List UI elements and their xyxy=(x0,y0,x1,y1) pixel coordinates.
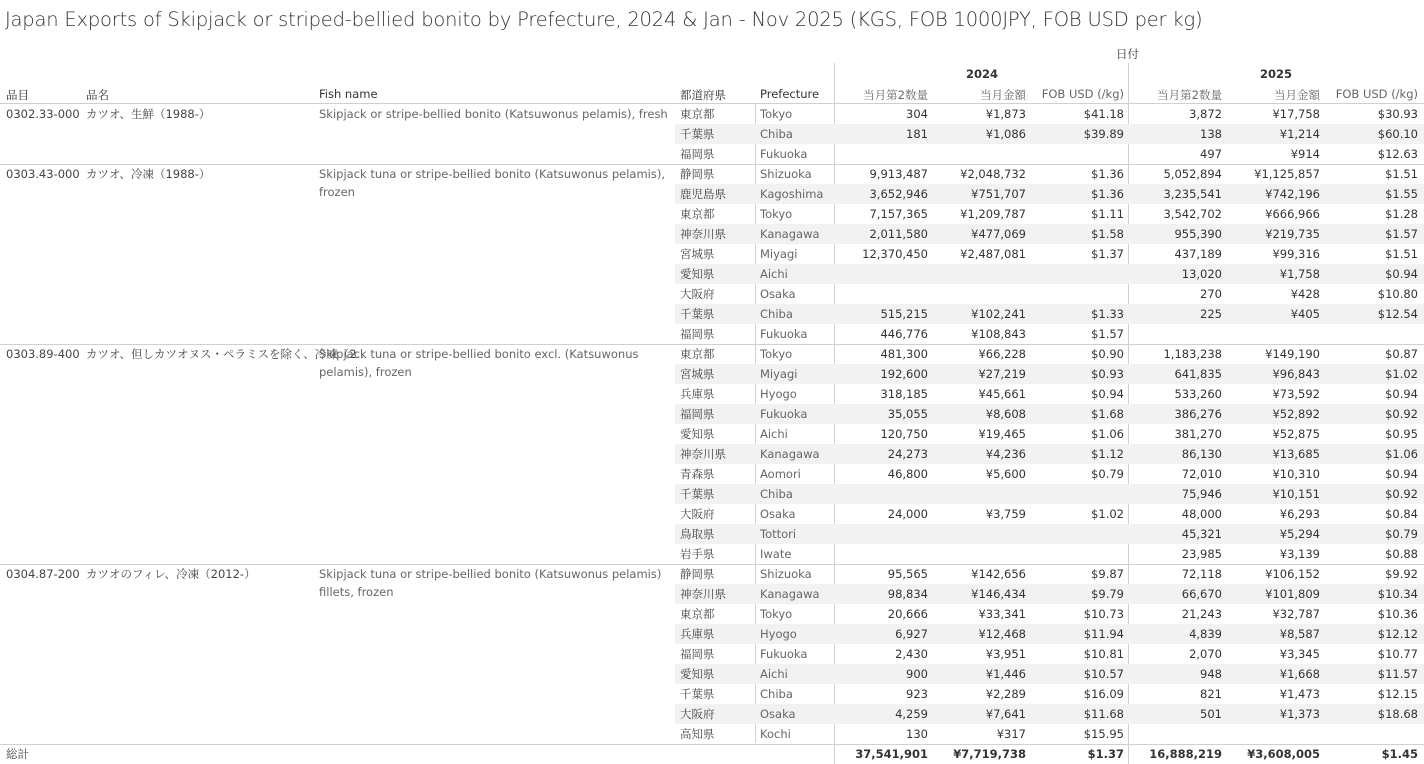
value-a25[interactable] xyxy=(1228,724,1320,744)
col-header-item[interactable]: 品目 xyxy=(6,88,29,102)
value-f24[interactable] xyxy=(1030,264,1124,284)
value-f24[interactable]: $9.79 xyxy=(1091,587,1124,601)
value-a24[interactable] xyxy=(934,524,1026,544)
value-q24[interactable]: 4,259 xyxy=(895,707,928,721)
value-a25[interactable]: ¥52,892 xyxy=(1272,407,1320,421)
prefecture-en[interactable]: Aomori xyxy=(760,467,801,481)
fish-name[interactable]: Skipjack tuna or stripe-bellied bonito (Katsuwonus pelamis) fillets, frozen xyxy=(319,567,662,599)
value-q25[interactable]: 3,235,541 xyxy=(1163,187,1222,201)
prefecture-en[interactable]: Osaka xyxy=(760,507,796,521)
prefecture-jp[interactable]: 兵庫県 xyxy=(680,627,715,641)
prefecture-jp[interactable]: 神奈川県 xyxy=(680,227,726,241)
value-a24[interactable]: ¥146,434 xyxy=(971,587,1026,601)
prefecture-jp[interactable]: 大阪府 xyxy=(680,507,715,521)
value-f24[interactable] xyxy=(1030,484,1124,504)
value-a24[interactable] xyxy=(934,484,1026,504)
value-f25[interactable]: $0.92 xyxy=(1385,407,1418,421)
prefecture-jp[interactable]: 東京都 xyxy=(680,207,715,221)
value-f25[interactable]: $11.57 xyxy=(1377,667,1418,681)
value-a25[interactable]: ¥1,473 xyxy=(1279,687,1320,701)
value-a24[interactable]: ¥3,951 xyxy=(985,647,1026,661)
value-q24[interactable]: 2,430 xyxy=(895,647,928,661)
value-q25[interactable]: 533,260 xyxy=(1174,387,1222,401)
value-f25[interactable]: $0.94 xyxy=(1385,267,1418,281)
prefecture-en[interactable]: Miyagi xyxy=(760,367,798,381)
col-header-fob-2025[interactable]: FOB USD (/kg) xyxy=(1335,87,1418,101)
value-a25[interactable]: ¥10,310 xyxy=(1272,467,1320,481)
value-a24[interactable]: ¥5,600 xyxy=(985,467,1026,481)
total-a24[interactable]: ¥7,719,738 xyxy=(953,747,1026,761)
value-q25[interactable]: 66,670 xyxy=(1181,587,1222,601)
prefecture-en[interactable]: Kagoshima xyxy=(760,187,824,201)
value-a24[interactable]: ¥1,873 xyxy=(985,107,1026,121)
value-f25[interactable]: $0.94 xyxy=(1385,387,1418,401)
value-a25[interactable]: ¥742,196 xyxy=(1265,187,1320,201)
value-a25[interactable] xyxy=(1228,324,1320,344)
value-q25[interactable]: 4,839 xyxy=(1189,627,1222,641)
prefecture-jp[interactable]: 福岡県 xyxy=(680,147,715,161)
value-f25[interactable]: $1.28 xyxy=(1385,207,1418,221)
value-a25[interactable]: ¥1,758 xyxy=(1279,267,1320,281)
value-a25[interactable]: ¥52,875 xyxy=(1272,427,1320,441)
value-a24[interactable]: ¥27,219 xyxy=(978,367,1026,381)
value-f25[interactable]: $60.10 xyxy=(1377,127,1418,141)
value-q24[interactable]: 181 xyxy=(906,127,928,141)
value-a25[interactable]: ¥1,125,857 xyxy=(1254,167,1320,181)
value-f24[interactable]: $10.73 xyxy=(1083,607,1124,621)
item-name-jp[interactable]: カツオ、生鮮（1988-） xyxy=(86,107,211,121)
prefecture-jp[interactable]: 福岡県 xyxy=(680,407,715,421)
prefecture-en[interactable]: Shizuoka xyxy=(760,167,812,181)
value-q24[interactable] xyxy=(836,284,928,304)
prefecture-en[interactable]: Tokyo xyxy=(760,607,793,621)
value-a24[interactable]: ¥45,661 xyxy=(978,387,1026,401)
value-a25[interactable]: ¥73,592 xyxy=(1272,387,1320,401)
value-f24[interactable]: $1.11 xyxy=(1091,207,1124,221)
value-f24[interactable]: $0.93 xyxy=(1091,367,1124,381)
value-a24[interactable]: ¥8,608 xyxy=(985,407,1026,421)
value-a24[interactable]: ¥19,465 xyxy=(978,427,1026,441)
value-f24[interactable]: $10.81 xyxy=(1083,647,1124,661)
item-name-jp[interactable]: カツオのフィレ、冷凍（2012-） xyxy=(86,567,256,581)
prefecture-jp[interactable]: 愛知県 xyxy=(680,667,715,681)
value-q24[interactable]: 7,157,365 xyxy=(869,207,928,221)
value-f25[interactable]: $1.55 xyxy=(1385,187,1418,201)
prefecture-jp[interactable]: 静岡県 xyxy=(680,167,715,181)
value-a25[interactable]: ¥6,293 xyxy=(1279,507,1320,521)
value-q25[interactable]: 948 xyxy=(1200,667,1222,681)
prefecture-en[interactable]: Chiba xyxy=(760,487,793,501)
value-f25[interactable]: $30.93 xyxy=(1377,107,1418,121)
prefecture-en[interactable]: Hyogo xyxy=(760,387,797,401)
value-f24[interactable]: $1.68 xyxy=(1091,407,1124,421)
value-f24[interactable]: $0.94 xyxy=(1091,387,1124,401)
value-q25[interactable]: 21,243 xyxy=(1181,607,1222,621)
prefecture-jp[interactable]: 高知県 xyxy=(680,727,715,741)
value-f25[interactable]: $1.57 xyxy=(1385,227,1418,241)
value-q25[interactable]: 2,070 xyxy=(1189,647,1222,661)
value-a25[interactable]: ¥96,843 xyxy=(1272,367,1320,381)
prefecture-en[interactable]: Kochi xyxy=(760,727,791,741)
total-a25[interactable]: ¥3,608,005 xyxy=(1247,747,1320,761)
prefecture-en[interactable]: Iwate xyxy=(760,547,792,561)
value-f25[interactable] xyxy=(1324,724,1418,744)
value-a24[interactable]: ¥3,759 xyxy=(985,507,1026,521)
prefecture-jp[interactable]: 東京都 xyxy=(680,607,715,621)
value-f24[interactable]: $0.90 xyxy=(1091,347,1124,361)
col-header-pref-jp[interactable]: 都道府県 xyxy=(680,88,726,102)
total-f25[interactable]: $1.45 xyxy=(1381,747,1418,761)
prefecture-jp[interactable]: 大阪府 xyxy=(680,707,715,721)
value-a24[interactable]: ¥477,069 xyxy=(971,227,1026,241)
value-q25[interactable]: 86,130 xyxy=(1181,447,1222,461)
prefecture-jp[interactable]: 宮城県 xyxy=(680,367,715,381)
value-q24[interactable]: 95,565 xyxy=(887,567,928,581)
prefecture-en[interactable]: Aichi xyxy=(760,267,788,281)
prefecture-en[interactable]: Kanagawa xyxy=(760,227,820,241)
value-q24[interactable]: 318,185 xyxy=(880,387,928,401)
value-f25[interactable]: $0.94 xyxy=(1385,467,1418,481)
value-a25[interactable]: ¥405 xyxy=(1290,307,1320,321)
value-f24[interactable]: $9.87 xyxy=(1091,567,1124,581)
value-f25[interactable]: $10.34 xyxy=(1377,587,1418,601)
prefecture-jp[interactable]: 千葉県 xyxy=(680,307,715,321)
prefecture-en[interactable]: Fukuoka xyxy=(760,147,808,161)
value-f24[interactable]: $1.58 xyxy=(1091,227,1124,241)
value-f24[interactable]: $1.36 xyxy=(1091,187,1124,201)
value-a24[interactable]: ¥108,843 xyxy=(971,327,1026,341)
prefecture-en[interactable]: Shizuoka xyxy=(760,567,812,581)
prefecture-en[interactable]: Kanagawa xyxy=(760,447,820,461)
grand-total-label: 総計 xyxy=(6,747,29,761)
col-header-item-name[interactable]: 品名 xyxy=(86,88,109,102)
value-f25[interactable]: $0.95 xyxy=(1385,427,1418,441)
year-2024-header[interactable]: 2024 xyxy=(966,67,999,81)
value-f25[interactable]: $10.77 xyxy=(1377,647,1418,661)
value-a24[interactable] xyxy=(934,544,1026,564)
value-f25[interactable]: $12.12 xyxy=(1377,627,1418,641)
value-f24[interactable]: $1.37 xyxy=(1091,247,1124,261)
value-q24[interactable]: 3,652,946 xyxy=(869,187,928,201)
prefecture-en[interactable]: Chiba xyxy=(760,687,793,701)
value-q25[interactable]: 501 xyxy=(1200,707,1222,721)
prefecture-en[interactable]: Aichi xyxy=(760,667,788,681)
value-f25[interactable]: $12.15 xyxy=(1377,687,1418,701)
value-f25[interactable]: $12.54 xyxy=(1377,307,1418,321)
value-q24[interactable]: 192,600 xyxy=(880,367,928,381)
prefecture-jp[interactable]: 福岡県 xyxy=(680,327,715,341)
value-q25[interactable]: 641,835 xyxy=(1174,367,1222,381)
prefecture-jp[interactable]: 福岡県 xyxy=(680,647,715,661)
value-q25[interactable] xyxy=(1130,724,1222,744)
value-a24[interactable]: ¥2,487,081 xyxy=(960,247,1026,261)
value-q24[interactable]: 304 xyxy=(906,107,928,121)
prefecture-en[interactable]: Fukuoka xyxy=(760,407,808,421)
prefecture-jp[interactable]: 愛知県 xyxy=(680,427,715,441)
value-f24[interactable]: $0.79 xyxy=(1091,467,1124,481)
value-f24[interactable]: $1.57 xyxy=(1091,327,1124,341)
value-a25[interactable]: ¥1,214 xyxy=(1279,127,1320,141)
value-q24[interactable] xyxy=(836,544,928,564)
value-f24[interactable]: $1.02 xyxy=(1091,507,1124,521)
value-q24[interactable]: 98,834 xyxy=(887,587,928,601)
value-q25[interactable]: 437,189 xyxy=(1174,247,1222,261)
value-f24[interactable] xyxy=(1030,144,1124,164)
value-q25[interactable]: 23,985 xyxy=(1181,547,1222,561)
value-q25[interactable]: 821 xyxy=(1200,687,1222,701)
prefecture-en[interactable]: Miyagi xyxy=(760,247,798,261)
value-q24[interactable] xyxy=(836,524,928,544)
value-f25[interactable] xyxy=(1324,324,1418,344)
col-header-pref-en[interactable]: Prefecture xyxy=(760,87,820,101)
value-q24[interactable]: 20,666 xyxy=(887,607,928,621)
value-a25[interactable]: ¥149,190 xyxy=(1265,347,1320,361)
total-q24[interactable]: 37,541,901 xyxy=(855,747,928,761)
value-a24[interactable]: ¥66,228 xyxy=(978,347,1026,361)
value-f24[interactable]: $1.33 xyxy=(1091,307,1124,321)
date-header[interactable]: 日付 xyxy=(1116,47,1139,61)
value-f25[interactable]: $0.92 xyxy=(1385,487,1418,501)
value-q24[interactable]: 120,750 xyxy=(880,427,928,441)
page-title: Japan Exports of Skipjack or striped-bellied bonito by Prefecture, 2024 & Jan - Nov 2025 (KGS, FOB 1000JPY, FOB USD per kg) xyxy=(5,8,1203,31)
value-q24[interactable]: 9,913,487 xyxy=(869,167,928,181)
prefecture-en[interactable]: Tokyo xyxy=(760,107,793,121)
col-header-qty-2024[interactable]: 当月第2数量 xyxy=(863,88,928,102)
item-code[interactable]: 0303.43-000 xyxy=(6,167,80,181)
value-f25[interactable]: $12.63 xyxy=(1377,147,1418,161)
value-f25[interactable]: $10.80 xyxy=(1377,287,1418,301)
value-a24[interactable] xyxy=(934,264,1026,284)
value-f25[interactable]: $1.51 xyxy=(1385,247,1418,261)
item-code[interactable]: 0304.87-200 xyxy=(6,567,80,581)
value-a24[interactable]: ¥317 xyxy=(996,727,1026,741)
value-q25[interactable]: 955,390 xyxy=(1174,227,1222,241)
prefecture-jp[interactable]: 宮城県 xyxy=(680,247,715,261)
prefecture-jp[interactable]: 鹿児島県 xyxy=(680,187,726,201)
value-a25[interactable]: ¥3,345 xyxy=(1279,647,1320,661)
value-a24[interactable]: ¥7,641 xyxy=(985,707,1026,721)
prefecture-jp[interactable]: 神奈川県 xyxy=(680,447,726,461)
value-q24[interactable] xyxy=(836,144,928,164)
value-q25[interactable]: 72,118 xyxy=(1181,567,1222,581)
value-q24[interactable]: 130 xyxy=(906,727,928,741)
value-q24[interactable]: 46,800 xyxy=(887,467,928,481)
item-name-jp[interactable]: カツオ、但しカツオヌス・ペラミスを除く、冷凍（2.. xyxy=(86,347,364,361)
prefecture-jp[interactable]: 神奈川県 xyxy=(680,587,726,601)
value-q25[interactable]: 381,270 xyxy=(1174,427,1222,441)
year-2025-header[interactable]: 2025 xyxy=(1260,67,1293,81)
value-q24[interactable]: 923 xyxy=(906,687,928,701)
prefecture-en[interactable]: Chiba xyxy=(760,307,793,321)
value-a24[interactable]: ¥102,241 xyxy=(971,307,1026,321)
value-a24[interactable] xyxy=(934,284,1026,304)
prefecture-jp[interactable]: 千葉県 xyxy=(680,687,715,701)
value-a24[interactable]: ¥12,468 xyxy=(978,627,1026,641)
value-f24[interactable] xyxy=(1030,284,1124,304)
value-q24[interactable]: 12,370,450 xyxy=(862,247,928,261)
value-f24[interactable]: $15.95 xyxy=(1083,727,1124,741)
prefecture-jp[interactable]: 東京都 xyxy=(680,347,715,361)
value-a24[interactable]: ¥2,289 xyxy=(985,687,1026,701)
value-q25[interactable]: 45,321 xyxy=(1181,527,1222,541)
value-q24[interactable]: 481,300 xyxy=(880,347,928,361)
value-q24[interactable]: 2,011,580 xyxy=(869,227,928,241)
prefecture-jp[interactable]: 岩手県 xyxy=(680,547,715,561)
value-f25[interactable]: $0.84 xyxy=(1385,507,1418,521)
value-a24[interactable]: ¥1,209,787 xyxy=(960,207,1026,221)
value-a24[interactable] xyxy=(934,144,1026,164)
prefecture-en[interactable]: Tokyo xyxy=(760,207,793,221)
value-q25[interactable]: 3,542,702 xyxy=(1163,207,1222,221)
value-q24[interactable] xyxy=(836,484,928,504)
fish-name[interactable]: Skipjack tuna or stripe-bellied bonito (Katsuwonus pelamis), frozen xyxy=(319,167,665,199)
value-a25[interactable]: ¥1,373 xyxy=(1279,707,1320,721)
prefecture-jp[interactable]: 青森県 xyxy=(680,467,715,481)
prefecture-en[interactable]: Osaka xyxy=(760,287,796,301)
prefecture-en[interactable]: Hyogo xyxy=(760,627,797,641)
value-q25[interactable]: 75,946 xyxy=(1181,487,1222,501)
prefecture-jp[interactable]: 兵庫県 xyxy=(680,387,715,401)
value-a25[interactable]: ¥17,758 xyxy=(1272,107,1320,121)
value-a25[interactable]: ¥666,966 xyxy=(1265,207,1320,221)
value-q24[interactable] xyxy=(836,264,928,284)
value-f24[interactable]: $1.12 xyxy=(1091,447,1124,461)
value-q24[interactable]: 35,055 xyxy=(887,407,928,421)
value-q25[interactable]: 1,183,238 xyxy=(1163,347,1222,361)
prefecture-en[interactable]: Kanagawa xyxy=(760,587,820,601)
value-f24[interactable]: $10.57 xyxy=(1083,667,1124,681)
value-q24[interactable]: 24,273 xyxy=(887,447,928,461)
prefecture-jp[interactable]: 静岡県 xyxy=(680,567,715,581)
value-a25[interactable]: ¥3,139 xyxy=(1279,547,1320,561)
prefecture-en[interactable]: Tokyo xyxy=(760,347,793,361)
value-a24[interactable]: ¥1,446 xyxy=(985,667,1026,681)
value-f25[interactable]: $0.87 xyxy=(1385,347,1418,361)
prefecture-en[interactable]: Fukuoka xyxy=(760,327,808,341)
value-a25[interactable]: ¥5,294 xyxy=(1279,527,1320,541)
prefecture-jp[interactable]: 東京都 xyxy=(680,107,715,121)
value-a25[interactable]: ¥10,151 xyxy=(1272,487,1320,501)
value-a25[interactable]: ¥914 xyxy=(1290,147,1320,161)
value-a25[interactable]: ¥428 xyxy=(1290,287,1320,301)
value-a25[interactable]: ¥219,735 xyxy=(1265,227,1320,241)
item-code[interactable]: 0303.89-400 xyxy=(6,347,80,361)
value-q25[interactable]: 5,052,894 xyxy=(1163,167,1222,181)
value-a24[interactable]: ¥33,341 xyxy=(978,607,1026,621)
value-f25[interactable]: $10.36 xyxy=(1377,607,1418,621)
prefecture-jp[interactable]: 千葉県 xyxy=(680,487,715,501)
value-f25[interactable]: $1.02 xyxy=(1385,367,1418,381)
value-a24[interactable]: ¥1,086 xyxy=(985,127,1026,141)
fish-name[interactable]: Skipjack or stripe-bellied bonito (Katsuwonus pelamis), fresh xyxy=(319,107,668,121)
col-header-amount-2025[interactable]: 当月金額 xyxy=(1274,88,1320,102)
fish-name[interactable]: Skipjack tuna or stripe-bellied bonito excl. (Katsuwonus pelamis), frozen xyxy=(319,347,639,379)
total-f24[interactable]: $1.37 xyxy=(1087,747,1124,761)
value-q25[interactable]: 3,872 xyxy=(1189,107,1222,121)
prefecture-en[interactable]: Chiba xyxy=(760,127,793,141)
value-q24[interactable]: 515,215 xyxy=(880,307,928,321)
value-q25[interactable]: 13,020 xyxy=(1181,267,1222,281)
col-header-fish-name[interactable]: Fish name xyxy=(319,87,378,101)
item-code[interactable]: 0302.33-000 xyxy=(6,107,80,121)
value-f24[interactable] xyxy=(1030,524,1124,544)
col-header-fob-2024[interactable]: FOB USD (/kg) xyxy=(1041,87,1124,101)
value-q25[interactable]: 138 xyxy=(1200,127,1222,141)
value-q25[interactable]: 72,010 xyxy=(1181,467,1222,481)
value-a24[interactable]: ¥142,656 xyxy=(971,567,1026,581)
prefecture-en[interactable]: Aichi xyxy=(760,427,788,441)
value-f24[interactable] xyxy=(1030,544,1124,564)
value-q24[interactable]: 6,927 xyxy=(895,627,928,641)
value-f24[interactable]: $39.89 xyxy=(1083,127,1124,141)
value-q24[interactable]: 446,776 xyxy=(880,327,928,341)
value-f24[interactable]: $16.09 xyxy=(1083,687,1124,701)
value-a24[interactable]: ¥4,236 xyxy=(985,447,1026,461)
value-f24[interactable]: $11.94 xyxy=(1083,627,1124,641)
col-header-amount-2024[interactable]: 当月金額 xyxy=(980,88,1026,102)
prefecture-jp[interactable]: 愛知県 xyxy=(680,267,715,281)
value-f25[interactable]: $0.79 xyxy=(1385,527,1418,541)
value-f25[interactable]: $18.68 xyxy=(1377,707,1418,721)
value-q25[interactable]: 270 xyxy=(1200,287,1222,301)
prefecture-jp[interactable]: 大阪府 xyxy=(680,287,715,301)
col-header-qty-2025[interactable]: 当月第2数量 xyxy=(1157,88,1222,102)
value-q25[interactable] xyxy=(1130,324,1222,344)
value-a25[interactable]: ¥13,685 xyxy=(1272,447,1320,461)
value-f24[interactable]: $41.18 xyxy=(1083,107,1124,121)
value-a25[interactable]: ¥106,152 xyxy=(1265,567,1320,581)
value-a24[interactable]: ¥751,707 xyxy=(971,187,1026,201)
value-a25[interactable]: ¥8,587 xyxy=(1279,627,1320,641)
value-f25[interactable]: $1.06 xyxy=(1385,447,1418,461)
prefecture-en[interactable]: Fukuoka xyxy=(760,647,808,661)
value-q25[interactable]: 386,276 xyxy=(1174,407,1222,421)
total-q25[interactable]: 16,888,219 xyxy=(1149,747,1222,761)
value-a24[interactable]: ¥2,048,732 xyxy=(960,167,1026,181)
value-q25[interactable]: 48,000 xyxy=(1181,507,1222,521)
prefecture-en[interactable]: Osaka xyxy=(760,707,796,721)
value-a25[interactable]: ¥32,787 xyxy=(1272,607,1320,621)
prefecture-en[interactable]: Tottori xyxy=(760,527,797,541)
prefecture-jp[interactable]: 鳥取県 xyxy=(680,527,715,541)
value-q25[interactable]: 497 xyxy=(1200,147,1222,161)
value-f25[interactable]: $1.51 xyxy=(1385,167,1418,181)
item-name-jp[interactable]: カツオ、冷凍（1988-） xyxy=(86,167,211,181)
value-q25[interactable]: 225 xyxy=(1200,307,1222,321)
value-f24[interactable]: $1.06 xyxy=(1091,427,1124,441)
value-q24[interactable]: 24,000 xyxy=(887,507,928,521)
value-f25[interactable]: $9.92 xyxy=(1385,567,1418,581)
value-f24[interactable]: $11.68 xyxy=(1083,707,1124,721)
value-a25[interactable]: ¥99,316 xyxy=(1272,247,1320,261)
value-a25[interactable]: ¥101,809 xyxy=(1265,587,1320,601)
value-q24[interactable]: 900 xyxy=(906,667,928,681)
value-a25[interactable]: ¥1,668 xyxy=(1279,667,1320,681)
value-f24[interactable]: $1.36 xyxy=(1091,167,1124,181)
value-f25[interactable]: $0.88 xyxy=(1385,547,1418,561)
prefecture-jp[interactable]: 千葉県 xyxy=(680,127,715,141)
